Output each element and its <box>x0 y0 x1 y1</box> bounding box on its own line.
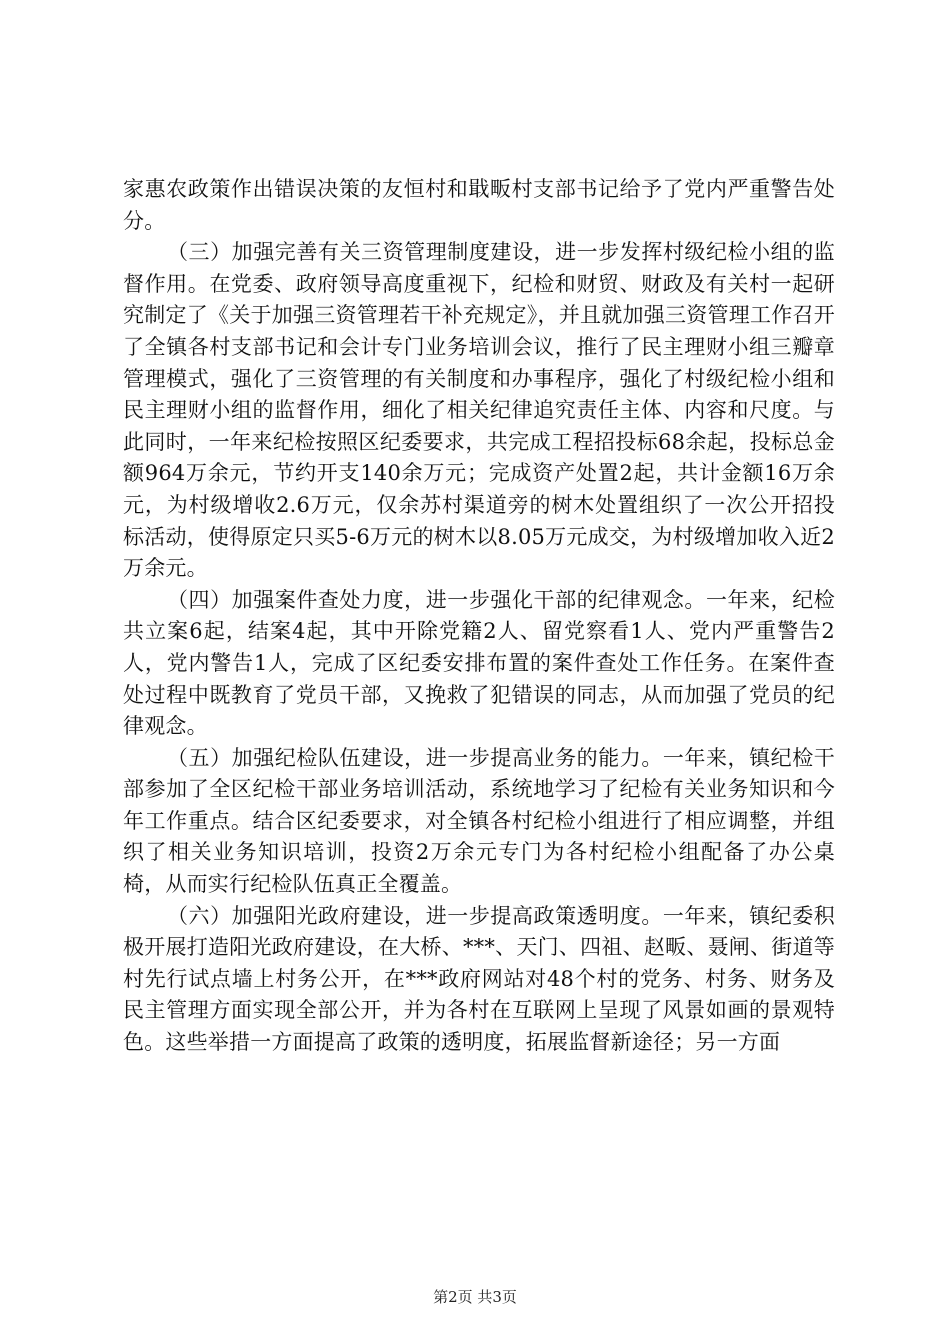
paragraph-continuation: 家惠农政策作出错误决策的友恒村和戢畈村支部书记给予了党内严重警告处分。 <box>123 177 835 233</box>
paragraph-section-five: （五）加强纪检队伍建设，进一步提高业务的能力。一年来，镇纪检干部参加了全区纪检干部业务培训活动，系统地学习了纪检有关业务知识和今年工作重点。结合区纪委要求，对全镇各村纪检小组进行了相应调整，并组织了相关业务知识培训，投资2万余元专门为各村纪检小组配备了办公桌椅，从而实行纪检队伍真正全覆盖。 <box>123 745 835 897</box>
paragraph-section-six: （六）加强阳光政府建设，进一步提高政策透明度。一年来，镇纪委积极开展打造阳光政府建设，在大桥、***、天门、四祖、赵畈、聂闸、街道等村先行试点墙上村务公开，在***政府网站对48个村的党务、村务、财务及民主管理方面实现全部公开，并为各村在互联网上呈现了风景如画的景观特色。这些举措一方面提高了政策的透明度，拓展监督新途径；另一方面 <box>123 903 835 1055</box>
paragraph-section-three: （三）加强完善有关三资管理制度建设，进一步发挥村级纪检小组的监督作用。在党委、政府领导高度重视下，纪检和财贸、财政及有关村一起研究制定了《关于加强三资管理若干补充规定》，并且就加强三资管理工作召开了全镇各村支部书记和会计专门业务培训会议，推行了民主理财小组三瓣章管理模式，强化了三资管理的有关制度和办事程序，强化了村级纪检小组和民主理财小组的监督作用，细化了相关纪律追究责任主体、内容和尺度。与此同时，一年来纪检按照区纪委要求，共完成工程招投标68余起，投标总金额964万余元，节约开支140余万元；完成资产处置2起，共计金额16万余元，为村级增收2.6万元，仅余苏村渠道旁的树木处置组织了一次公开招投标活动，使得原定只买5-6万元的树木以8.05万元成交，为村级增加收入近2万余元。 <box>123 240 835 581</box>
page-footer: 第2页 共3页 <box>433 1288 517 1306</box>
paragraph-section-four: （四）加强案件查处力度，进一步强化干部的纪律观念。一年来，纪检共立案6起，结案4起，其中开除党籍2人、留党察看1人、党内严重警告2人，党内警告1人，完成了区纪委安排布置的案件查处工作任务。在案件查处过程中既教育了党员干部，又挽救了犯错误的同志，从而加强了党员的纪律观念。 <box>123 587 835 739</box>
document-body <box>123 174 835 1059</box>
